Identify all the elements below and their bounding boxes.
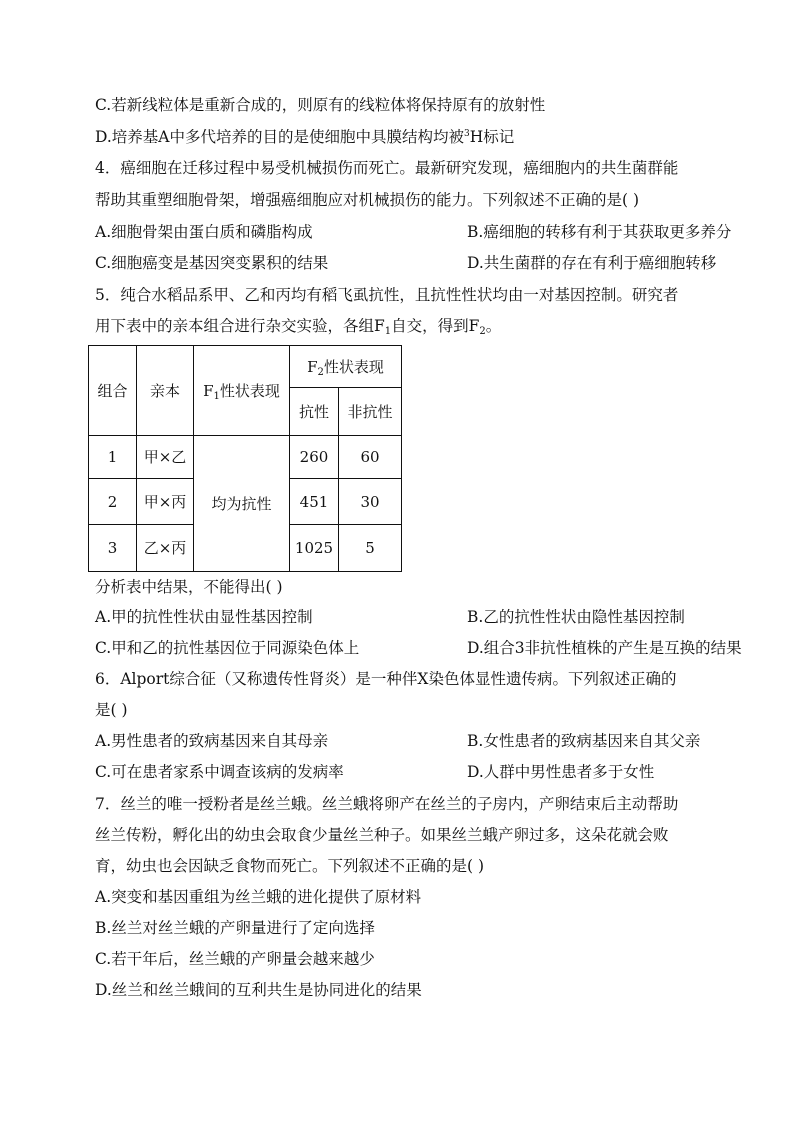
q7-option-d: D.丝兰和丝兰蛾间的互利共生是协同进化的结果 (95, 981, 422, 999)
cell-resistant: 260 (290, 436, 339, 479)
q7-stem-line-3: 育，幼虫也会因缺乏食物而死亡。下列叙述不正确的是( ) (95, 857, 485, 875)
cell-f1-value: 均为抗性 (194, 436, 290, 572)
cell-parent: 甲×乙 (137, 436, 194, 479)
cell-group: 2 (89, 479, 137, 525)
cell-group: 3 (89, 525, 137, 572)
q6-option-d: D.人群中男性患者多于女性 (467, 763, 655, 781)
q6-stem-line-2: 是( ) (95, 701, 128, 719)
q3-option-c: C.若新线粒体是重新合成的，则原有的线粒体将保持原有的放射性 (95, 96, 546, 114)
q5-question: 分析表中结果，不能得出( ) (95, 578, 283, 596)
cell-group: 1 (89, 436, 137, 479)
q4-option-c: C.细胞癌变是基因突变累积的结果 (95, 254, 329, 272)
cell-non-resistant: 30 (339, 479, 402, 525)
cell-resistant: 451 (290, 479, 339, 525)
q4-options-row-2 (95, 253, 717, 273)
table-row (89, 436, 402, 479)
cell-non-resistant: 60 (339, 436, 402, 479)
q6-option-c: C.可在患者家系中调查该病的发病率 (95, 763, 344, 781)
q4-stem-line-1: 4．癌细胞在迁移过程中易受机械损伤而死亡。最新研究发现，癌细胞内的共生菌群能 (95, 159, 679, 177)
q5-stem-line-2: 用下表中的亲本组合进行杂交实验，各组$F_1$自交，得到$F_2$。 (95, 317, 502, 337)
q4-option-d: D.共生菌群的存在有利于癌细胞转移 (467, 254, 717, 272)
q4-option-b: B.癌细胞的转移有利于其获取更多养分 (467, 223, 732, 241)
q6-option-b: B.女性患者的致病基因来自其父亲 (467, 732, 701, 750)
header-parent: 亲本 (137, 346, 194, 436)
q3-option-d: D.培养基A中多代培养的目的是使细胞中具膜结构均被$^3$H标记 (95, 128, 515, 146)
q5-option-a: A.甲的抗性性状由显性基因控制 (95, 608, 313, 626)
q4-options-row-1 (95, 222, 732, 242)
results-table (88, 345, 402, 572)
q7-option-a: A.突变和基因重组为丝兰蛾的进化提供了原材料 (95, 888, 422, 906)
cell-non-resistant: 5 (339, 525, 402, 572)
q5-option-d: D.组合3非抗性植株的产生是互换的结果 (467, 639, 742, 657)
cell-resistant: 1025 (290, 525, 339, 572)
q7-stem-line-1: 7．丝兰的唯一授粉者是丝兰蛾。丝兰蛾将卵产在丝兰的子房内，产卵结束后主动帮助 (95, 795, 679, 813)
q5-options-row-2 (95, 638, 742, 658)
q4-stem-line-2: 帮助其重塑细胞骨架，增强癌细胞应对机械损伤的能力。下列叙述不正确的是( ) (95, 191, 640, 209)
q7-option-b: B.丝兰对丝兰蛾的产卵量进行了定向选择 (95, 919, 375, 937)
q7-option-c: C.若干年后，丝兰蛾的产卵量会越来越少 (95, 950, 375, 968)
cell-parent: 甲×丙 (137, 479, 194, 525)
header-group: 组合 (89, 346, 137, 436)
q6-option-a: A.男性患者的致病基因来自其母亲 (95, 732, 329, 750)
header-resistant: 抗性 (290, 388, 339, 436)
header-non-resistant: 非抗性 (339, 388, 402, 436)
q6-options-row-2 (95, 762, 705, 782)
q5-option-b: B.乙的抗性性状由隐性基因控制 (467, 608, 685, 626)
header-f2-phenotype: $F_2$性状表现 (290, 346, 402, 388)
q5-option-c: C.甲和乙的抗性基因位于同源染色体上 (95, 639, 360, 657)
q7-stem-line-2: 丝兰传粉，孵化出的幼虫会取食少量丝兰种子。如果丝兰蛾产卵过多，这朵花就会败 (95, 826, 669, 844)
header-f1-phenotype: $F_1$性状表现 (194, 346, 290, 436)
q4-option-a: A.细胞骨架由蛋白质和磷脂构成 (95, 223, 313, 241)
q6-stem-line-1: 6．Alport综合征（又称遗传性肾炎）是一种伴X染色体显性遗传病。下列叙述正确的 (95, 670, 677, 688)
q6-options-row-1 (95, 731, 705, 751)
q5-stem-line-1: 5．纯合水稻品系甲、乙和丙均有稻飞虱抗性，且抗性性状均由一对基因控制。研究者 (95, 286, 679, 304)
cell-parent: 乙×丙 (137, 525, 194, 572)
q5-options-row-1 (95, 607, 705, 627)
